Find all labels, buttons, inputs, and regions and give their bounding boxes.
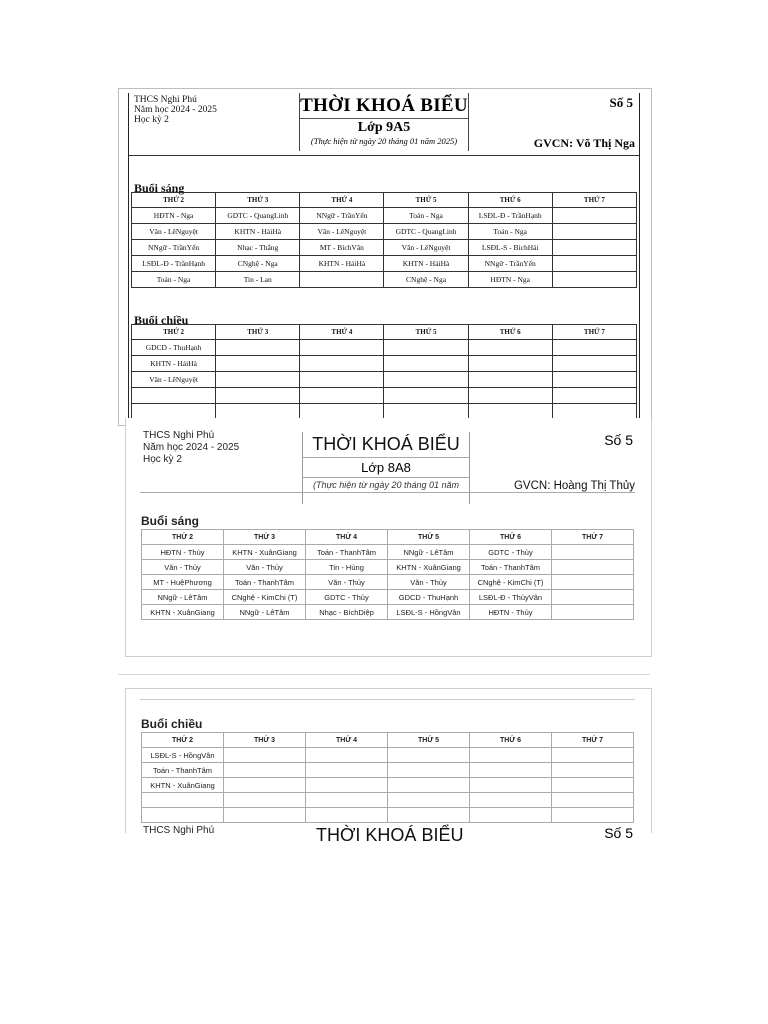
lesson-cell: GDTC - Thủy [470, 545, 552, 560]
lesson-cell: HĐTN - Nga [132, 208, 216, 224]
table-row [132, 208, 637, 224]
lesson-cell: Toán - Nga [132, 272, 216, 288]
table-row [142, 560, 634, 575]
page-title: THỜI KHOÁ BIỂU [300, 95, 468, 116]
next-sheet-header [140, 823, 635, 843]
lesson-cell: Toán - ThanhTâm [142, 763, 224, 778]
day-header: THỨ 4 [306, 733, 388, 748]
lesson-cell: LSĐL-Đ - TrầnHạnh [132, 256, 216, 272]
sheet-number: Số 5 [604, 825, 633, 841]
lesson-cell: Văn - LêNguyệt [132, 372, 216, 388]
lesson-cell [132, 388, 216, 404]
lesson-cell [388, 778, 470, 793]
lesson-cell: MT - HuệPhương [142, 575, 224, 590]
lesson-cell: KHTN - HảiHà [216, 224, 300, 240]
lesson-cell [384, 372, 468, 388]
lesson-cell: Tin - Lan [216, 272, 300, 288]
school-name: THCS Nghi Phú [143, 825, 215, 836]
lesson-cell: Văn - Thủy [388, 575, 470, 590]
lesson-cell [142, 808, 224, 823]
lesson-cell: LSĐL-S - HồngVân [388, 605, 470, 620]
lesson-cell: HĐTN - Thủy [142, 545, 224, 560]
page-divider [118, 674, 650, 675]
lesson-cell: Toán - ThanhTâm [306, 545, 388, 560]
lesson-cell [552, 590, 634, 605]
day-header: THỨ 6 [468, 193, 552, 208]
day-header: THỨ 2 [132, 325, 216, 340]
lesson-cell [306, 748, 388, 763]
lesson-cell [552, 778, 634, 793]
table-row [142, 763, 634, 778]
day-header: THỨ 2 [142, 733, 224, 748]
day-header: THỨ 5 [384, 325, 468, 340]
day-header: THỨ 6 [470, 530, 552, 545]
lesson-cell [552, 208, 636, 224]
lesson-cell: Nhạc - Thắng [216, 240, 300, 256]
lesson-cell: CNghệ - KimChi (T) [470, 575, 552, 590]
lesson-cell: Văn - Thủy [142, 560, 224, 575]
morning-label: Buổi sáng [134, 181, 185, 195]
lesson-cell [468, 388, 552, 404]
lesson-cell: KHTN - HảiHà [132, 356, 216, 372]
lesson-cell [388, 793, 470, 808]
lesson-cell: GDTC - QuangLinh [384, 224, 468, 240]
day-header: THỨ 7 [552, 733, 634, 748]
school-term: Học kỳ 2 [134, 115, 169, 125]
lesson-cell [224, 808, 306, 823]
day-header: THỨ 3 [224, 530, 306, 545]
lesson-cell [216, 356, 300, 372]
day-header: THỨ 5 [388, 530, 470, 545]
lesson-cell: NNgữ - LêTâm [388, 545, 470, 560]
day-header: THỨ 3 [224, 733, 306, 748]
table-row [142, 545, 634, 560]
sheet-header [129, 93, 639, 156]
school-info [143, 430, 239, 466]
lesson-cell: GDCD - ThuHạnh [388, 590, 470, 605]
lesson-cell [468, 340, 552, 356]
lesson-cell: KHTN - HảiHà [384, 256, 468, 272]
lesson-cell [470, 793, 552, 808]
table-row [142, 793, 634, 808]
lesson-cell: HĐTN - Nga [468, 272, 552, 288]
table-row [142, 808, 634, 823]
lesson-cell: KHTN - XuânGiang [388, 560, 470, 575]
lesson-cell: LSĐL-S - HồngVân [142, 748, 224, 763]
table-header-row [132, 325, 637, 340]
lesson-cell [470, 763, 552, 778]
lesson-cell: KHTN - XuânGiang [142, 778, 224, 793]
lesson-cell [300, 388, 384, 404]
lesson-cell [552, 224, 636, 240]
lesson-cell: CNghệ - Nga [216, 256, 300, 272]
lesson-cell: Tin - Hùng [306, 560, 388, 575]
lesson-cell: KHTN - XuânGiang [224, 545, 306, 560]
timetable-sheet-continuation [125, 688, 652, 845]
day-header: THỨ 2 [132, 193, 216, 208]
table-row [142, 590, 634, 605]
day-header: THỨ 3 [216, 325, 300, 340]
lesson-cell [224, 793, 306, 808]
table-header-row [142, 733, 634, 748]
timetable-sheet-8a8 [125, 418, 652, 657]
lesson-cell [552, 793, 634, 808]
lesson-cell: Toán - Nga [384, 208, 468, 224]
title-box [299, 93, 469, 151]
lesson-cell [306, 793, 388, 808]
table-row [142, 778, 634, 793]
table-row [142, 748, 634, 763]
lesson-cell: Toán - Nga [468, 224, 552, 240]
lesson-cell [470, 778, 552, 793]
school-info [134, 95, 217, 125]
day-header: THỨ 7 [552, 530, 634, 545]
lesson-cell [552, 808, 634, 823]
lesson-cell: Văn - Thủy [224, 560, 306, 575]
top-rule [140, 699, 635, 700]
lesson-cell: MT - BíchVân [300, 240, 384, 256]
lesson-cell [388, 763, 470, 778]
sheet-number: Số 5 [609, 95, 633, 110]
day-header: THỨ 6 [468, 325, 552, 340]
lesson-cell: NNgữ - TrầnYến [132, 240, 216, 256]
school-year: Năm học 2024 - 2025 [134, 105, 217, 115]
lesson-cell: Văn - Thủy [306, 575, 388, 590]
timetable-sheet-9a5 [118, 88, 652, 426]
effective-period: (Thực hiện từ ngày 20 tháng 01 năm [303, 477, 469, 490]
lesson-cell [552, 388, 636, 404]
school-name: THCS Nghi Phú [134, 95, 197, 105]
lesson-cell [552, 340, 636, 356]
morning-label: Buổi sáng [141, 514, 200, 528]
lesson-cell: Toán - ThanhTâm [224, 575, 306, 590]
school-name: THCS Nghi Phú [143, 430, 215, 441]
afternoon-label: Buổi chiều [141, 717, 203, 731]
school-term: Học kỳ 2 [143, 454, 182, 465]
day-header: THỨ 4 [306, 530, 388, 545]
lesson-cell: Nhạc - BíchDiệp [306, 605, 388, 620]
homeroom-teacher: GVCN: Võ Thị Nga [533, 136, 635, 150]
sheet-number: Số 5 [604, 432, 633, 448]
lesson-cell [552, 605, 634, 620]
lesson-cell: LSĐL-S - BíchHải [468, 240, 552, 256]
lesson-cell [552, 356, 636, 372]
lesson-cell [306, 763, 388, 778]
table-header-row [142, 530, 634, 545]
page-title: THỜI KHOÁ BIỂU [316, 825, 464, 845]
class-name: Lớp 8A8 [303, 457, 469, 475]
lesson-cell: Văn - LêNguyệt [384, 240, 468, 256]
day-header: THỨ 3 [216, 193, 300, 208]
lesson-cell [470, 808, 552, 823]
lesson-cell [224, 748, 306, 763]
lesson-cell [388, 748, 470, 763]
table-row [132, 240, 637, 256]
lesson-cell [468, 372, 552, 388]
table-row [132, 356, 637, 372]
day-header: THỨ 7 [552, 325, 636, 340]
effective-period: (Thực hiện từ ngày 20 tháng 01 năm 2025) [310, 136, 458, 146]
lesson-cell: LSĐL-Đ - ThủyVân [470, 590, 552, 605]
lesson-cell [552, 545, 634, 560]
lesson-cell [300, 272, 384, 288]
lesson-cell [224, 778, 306, 793]
table-row [132, 224, 637, 240]
lesson-cell [552, 560, 634, 575]
class-name: Lớp 9A5 [300, 118, 468, 136]
table-row [132, 340, 637, 356]
day-header: THỨ 5 [388, 733, 470, 748]
lesson-cell: HĐTN - Thủy [470, 605, 552, 620]
homeroom-teacher: GVCN: Hoàng Thị Thủy [513, 480, 635, 492]
lesson-cell: GDTC - QuangLinh [216, 208, 300, 224]
day-header: THỨ 6 [470, 733, 552, 748]
lesson-cell [552, 748, 634, 763]
lesson-cell: KHTN - HảiHà [300, 256, 384, 272]
lesson-cell: CNghệ - KimChi (T) [224, 590, 306, 605]
lesson-cell [552, 256, 636, 272]
lesson-cell [552, 763, 634, 778]
lesson-cell [300, 340, 384, 356]
lesson-cell [384, 388, 468, 404]
lesson-cell [142, 793, 224, 808]
day-header: THỨ 4 [300, 193, 384, 208]
sheet-frame [128, 93, 640, 423]
lesson-cell [552, 372, 636, 388]
lesson-cell [224, 763, 306, 778]
lesson-cell: Toán - ThanhTâm [470, 560, 552, 575]
table-row [132, 272, 637, 288]
day-header: THỨ 7 [552, 193, 636, 208]
lesson-cell: NNgữ - TrầnYến [300, 208, 384, 224]
sheet-header [140, 428, 635, 508]
afternoon-table [131, 324, 637, 420]
table-row [132, 256, 637, 272]
lesson-cell [306, 778, 388, 793]
lesson-cell [470, 748, 552, 763]
lesson-cell [552, 575, 634, 590]
lesson-cell [384, 356, 468, 372]
header-divider [140, 492, 635, 493]
lesson-cell: NNgữ - LêTâm [142, 590, 224, 605]
table-row [142, 605, 634, 620]
day-header: THỨ 5 [384, 193, 468, 208]
table-row [132, 372, 637, 388]
table-header-row [132, 193, 637, 208]
school-year: Năm học 2024 - 2025 [143, 442, 240, 453]
day-header: THỨ 4 [300, 325, 384, 340]
title-box [302, 432, 470, 504]
lesson-cell [300, 372, 384, 388]
table-row [132, 388, 637, 404]
lesson-cell [552, 272, 636, 288]
lesson-cell [216, 340, 300, 356]
lesson-cell [468, 356, 552, 372]
afternoon-table [141, 732, 634, 823]
lesson-cell: NNgữ - LêTâm [224, 605, 306, 620]
lesson-cell: Văn - LêNguyệt [132, 224, 216, 240]
lesson-cell [300, 356, 384, 372]
lesson-cell: CNghệ - Nga [384, 272, 468, 288]
lesson-cell: LSĐL-Đ - TrầnHạnh [468, 208, 552, 224]
lesson-cell: GDCD - ThuHạnh [132, 340, 216, 356]
lesson-cell: GDTC - Thủy [306, 590, 388, 605]
day-header: THỨ 2 [142, 530, 224, 545]
morning-table [131, 192, 637, 288]
lesson-cell: Văn - LêNguyệt [300, 224, 384, 240]
lesson-cell [552, 240, 636, 256]
morning-table [141, 529, 634, 620]
lesson-cell [388, 808, 470, 823]
lesson-cell: NNgữ - TrầnYến [468, 256, 552, 272]
lesson-cell [306, 808, 388, 823]
lesson-cell [384, 340, 468, 356]
lesson-cell [216, 388, 300, 404]
lesson-cell [216, 372, 300, 388]
page-title: THỜI KHOÁ BIỂU [312, 434, 460, 454]
table-row [142, 575, 634, 590]
afternoon-label: Buổi chiều [134, 313, 189, 327]
lesson-cell: KHTN - XuânGiang [142, 605, 224, 620]
